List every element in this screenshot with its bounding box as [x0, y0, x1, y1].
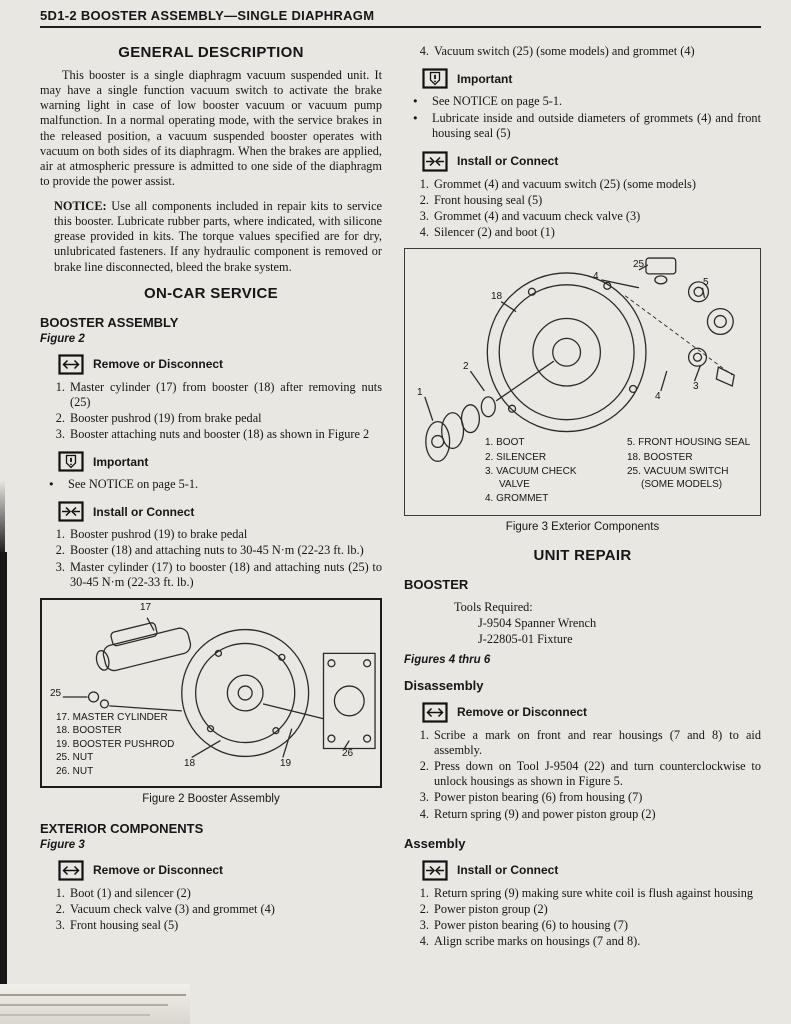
callout-4: 4 — [593, 271, 599, 282]
figure-2-caption: Figure 2 Booster Assembly — [142, 792, 280, 805]
right-column — [404, 34, 761, 953]
action-remove-disconnect — [40, 860, 382, 881]
scan-artifact-curl-line — [0, 994, 186, 996]
notice-paragraph — [54, 199, 382, 275]
list-item: 1. Master cylinder (17) from booster (18) after removing nuts (25) — [68, 380, 382, 410]
scan-artifact-curl-line — [0, 1014, 150, 1016]
list-item: ● Lubricate inside and outside diameters of grommets (4) and front housing seal (5) — [432, 111, 761, 141]
callout-5: 5 — [703, 277, 709, 288]
scan-artifact-curl-line — [0, 1004, 168, 1006]
legend-entry: 18. BOOSTER — [627, 451, 693, 463]
tool-item: J-9504 Spanner Wrench — [478, 615, 597, 630]
notice-label: NOTICE: — [54, 199, 107, 213]
list-item: 1. Boot (1) and silencer (2) — [68, 886, 382, 901]
booster-install-steps — [40, 527, 382, 590]
legend-entry: 26. NUT — [56, 765, 94, 777]
list-item: 3. Power piston bearing (6) to housing (7) — [432, 918, 761, 933]
disassembly-steps — [404, 728, 761, 822]
action-label: Remove or Disconnect — [93, 357, 224, 372]
list-item: 4. Return spring (9) and power piston group (2) — [432, 807, 761, 822]
list-item: 3. Front housing seal (5) — [68, 918, 382, 933]
list-item: 2. Power piston group (2) — [432, 902, 761, 917]
legend-entry: 25. VACUUM SWITCH (SOME MODELS) — [627, 466, 729, 490]
page-header-title: 5D1-2 BOOSTER ASSEMBLY—SINGLE DIAPHRAGM — [40, 8, 375, 23]
scan-artifact-left-edge-bar — [0, 552, 7, 1024]
action-remove-disconnect — [40, 354, 382, 375]
list-item: 2. Booster (18) and attaching nuts to 30-45 N·m (22-23 ft. lb.) — [68, 543, 382, 558]
callout-25: 25 — [50, 687, 62, 699]
section-title-on-car-service: ON-CAR SERVICE — [144, 284, 278, 302]
legend-entry: 5. FRONT HOUSING SEAL — [627, 437, 751, 448]
booster-remove-steps — [40, 380, 382, 443]
important-icon — [422, 68, 448, 89]
action-label: Important — [93, 454, 149, 469]
list-item: 1. Return spring (9) making sure white coil is flush against housing — [432, 886, 761, 901]
action-label: Install or Connect — [457, 154, 559, 168]
callout-1: 1 — [417, 387, 423, 398]
install-connect-icon — [422, 151, 448, 172]
list-item: 2. Vacuum check valve (3) and grommet (4) — [68, 902, 382, 917]
tool-item: J-22805-01 Fixture — [478, 631, 573, 646]
callout-26: 26 — [342, 747, 354, 759]
list-item: ● See NOTICE on page 5-1. — [432, 94, 761, 109]
section-title-general-description: GENERAL DESCRIPTION — [118, 44, 304, 61]
heading-booster-assembly: BOOSTER ASSEMBLY — [40, 314, 179, 330]
page-header — [40, 8, 761, 28]
assembly-steps — [404, 886, 761, 950]
install-connect-icon — [422, 860, 448, 881]
important-icon — [58, 451, 84, 472]
figures-4-6-reference: Figures 4 thru 6 — [404, 653, 491, 666]
section-title-unit-repair: UNIT REPAIR — [533, 547, 632, 564]
figure-2-reference: Figure 2 — [40, 332, 85, 345]
figure-3-caption: Figure 3 Exterior Components — [505, 521, 660, 533]
tools-required-block — [454, 600, 761, 648]
figure-3 — [404, 248, 761, 516]
exterior-remove-steps-continued — [404, 44, 761, 59]
list-item: 4. Vacuum switch (25) (some models) and grommet (4) — [432, 44, 761, 59]
list-item: 1. Booster pushrod (19) to brake pedal — [68, 527, 382, 542]
legend-entry: 1. BOOT — [485, 437, 525, 448]
action-install-connect — [404, 860, 761, 881]
legend-entry: 19. BOOSTER PUSHROD — [56, 738, 175, 750]
list-item: 3. Booster attaching nuts and booster (18) as shown in Figure 2 — [68, 427, 382, 442]
legend-entry: 25. NUT — [56, 752, 94, 764]
action-label: Install or Connect — [457, 863, 559, 878]
action-remove-disconnect — [404, 702, 761, 723]
exterior-remove-steps — [40, 886, 382, 933]
list-item: 3. Grommet (4) and vacuum check valve (3) — [432, 209, 761, 224]
list-item: 2. Front housing seal (5) — [432, 193, 761, 208]
figure-3-legend-right — [627, 437, 759, 493]
booster-important-notes — [40, 477, 382, 492]
callout-19: 19 — [280, 757, 292, 769]
callout-4b: 4 — [655, 391, 661, 402]
list-item: 4. Silencer (2) and boot (1) — [432, 225, 761, 240]
tools-required-label: Tools Required: — [454, 600, 533, 614]
figure-2-legend — [56, 712, 174, 780]
general-description-paragraph: This booster is a single diaphragm vacuum suspended unit. It may have a single function vacuum switch to activate the brake warning light in case of low booster vacuum or vacuum pump malfunction. In a normal operating mode, with the service brakes in the released position, a vacuum suspended booster operates with vacuum on both sides of its diaphragm. When the brakes are applied, air at atmospheric pressure is admitted to one side of the diaphragm to provide the power assist. — [40, 68, 382, 188]
heading-disassembly: Disassembly — [404, 677, 484, 693]
remove-disconnect-icon — [58, 354, 84, 375]
list-item: 4. Align scribe marks on housings (7 and 8). — [432, 934, 761, 949]
callout-17: 17 — [140, 601, 152, 613]
callout-18: 18 — [491, 291, 503, 302]
remove-disconnect-icon — [422, 702, 448, 723]
action-label: Remove or Disconnect — [93, 863, 224, 878]
list-item: 1. Scribe a mark on front and rear housings (7 and 8) to aid assembly. — [432, 728, 761, 758]
action-important — [40, 451, 382, 472]
heading-exterior-components: EXTERIOR COMPONENTS — [40, 820, 204, 836]
action-install-connect — [40, 501, 382, 522]
callout-25: 25 — [633, 259, 645, 270]
exterior-important-notes — [404, 94, 761, 141]
legend-entry: 2. SILENCER — [485, 451, 547, 463]
list-item: 3. Power piston bearing (6) from housing (7) — [432, 790, 761, 805]
heading-assembly: Assembly — [404, 835, 466, 851]
left-column — [40, 34, 382, 953]
action-label: Important — [457, 71, 513, 86]
remove-disconnect-icon — [58, 860, 84, 881]
figure-3-reference: Figure 3 — [40, 838, 85, 851]
list-item: 3. Master cylinder (17) to booster (18) and attaching nuts (25) to 30-45 N·m (22-33 ft. lb.) — [68, 560, 382, 590]
action-label: Remove or Disconnect — [457, 705, 588, 720]
figure-3-legend-left — [485, 437, 603, 508]
legend-entry: 4. GROMMET — [485, 493, 549, 504]
heading-booster: BOOSTER — [404, 577, 469, 592]
legend-entry: 18. BOOSTER — [56, 725, 122, 737]
list-item: ● See NOTICE on page 5-1. — [68, 477, 382, 492]
scan-artifact-left-edge-fade — [0, 480, 5, 555]
callout-2: 2 — [463, 361, 469, 372]
header-rule — [40, 26, 761, 28]
install-connect-icon — [58, 501, 84, 522]
action-important — [404, 68, 761, 89]
legend-entry: 17. MASTER CYLINDER — [56, 711, 168, 723]
notice-text: Use all components included in repair kits to service this booster. Lubricate rubber parts, where indicated, with silicone grease provided in kits. The torque values specified are for dry, unlubricated fasteners. If any hydraulic component is removed or brake line disconnected, bleed the brake system. — [54, 199, 382, 274]
list-item: 1. Grommet (4) and vacuum switch (25) (some models) — [432, 177, 761, 192]
callout-3: 3 — [693, 381, 699, 392]
figure-2 — [40, 598, 382, 788]
callout-18: 18 — [184, 757, 196, 769]
exterior-install-steps — [404, 177, 761, 241]
list-item: 2. Booster pushrod (19) from brake pedal — [68, 411, 382, 426]
action-label: Install or Connect — [93, 504, 195, 519]
legend-entry: 3. VACUUM CHECK VALVE — [485, 466, 577, 490]
list-item: 2. Press down on Tool J-9504 (22) and turn counterclockwise to unlock housings as shown in Figure 5. — [432, 759, 761, 789]
action-install-connect — [404, 151, 761, 172]
